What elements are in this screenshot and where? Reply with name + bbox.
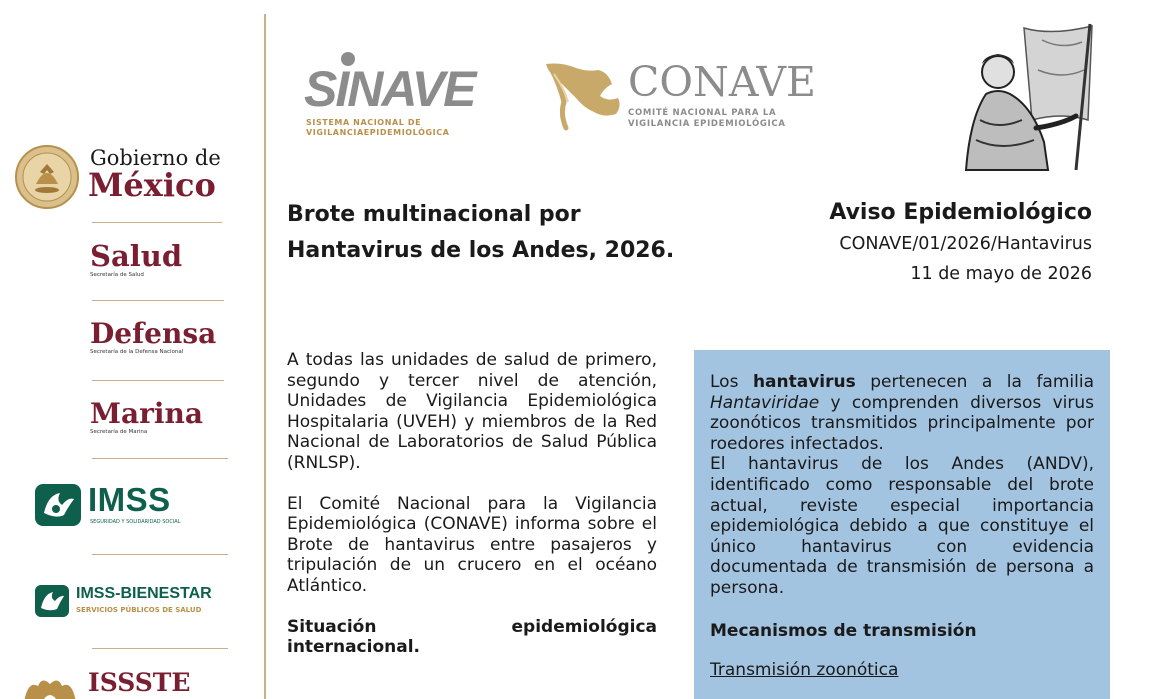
aviso-title: Aviso Epidemiológico bbox=[829, 200, 1092, 225]
main-text-column bbox=[287, 350, 657, 658]
text-fragment: pertenecen a la familia bbox=[855, 372, 1094, 392]
gobierno-line1: Gobierno de bbox=[90, 146, 221, 170]
defensa-name: Defensa bbox=[90, 317, 217, 350]
divider bbox=[92, 222, 222, 223]
divider bbox=[92, 300, 224, 301]
sinave-word: SINAVE bbox=[304, 61, 475, 117]
salud-sub: Secretaría de Salud bbox=[90, 272, 144, 278]
conave-sub-line2: VIGILANCIA EPIDEMIOLÓGICA bbox=[628, 119, 786, 129]
spacer bbox=[710, 599, 1094, 621]
mexican-seal-icon bbox=[14, 144, 80, 210]
title-line1: Brote multinacional por bbox=[287, 202, 581, 227]
title-line2: Hantavirus de los Andes, 2026. bbox=[287, 238, 675, 263]
sinave-subtitle bbox=[306, 118, 450, 138]
salud-logo bbox=[90, 239, 183, 278]
aviso-block bbox=[692, 197, 1092, 289]
imss-bienestar-name: IMSS-BIENESTAR bbox=[76, 585, 212, 602]
italic-term: Hantaviridae bbox=[710, 392, 820, 413]
bold-term: hantavirus bbox=[752, 372, 856, 392]
imss-name: IMSS bbox=[88, 481, 171, 518]
imss-bienestar-sub: SERVICIOS PÚBLICOS DE SALUD bbox=[76, 606, 202, 614]
imss-logo bbox=[34, 483, 194, 529]
mechanisms-heading: Mecanismos de transmisión bbox=[710, 620, 977, 641]
issste-eagle-icon bbox=[22, 674, 78, 699]
mexico-map-icon bbox=[542, 58, 626, 134]
divider bbox=[92, 458, 228, 459]
divider bbox=[92, 380, 224, 381]
gobierno-line2: México bbox=[88, 166, 216, 204]
vertical-divider bbox=[264, 14, 266, 699]
defensa-sub: Secretaría de la Defensa Nacional bbox=[90, 349, 184, 355]
imss-sub: SEGURIDAD Y SOLIDARIDAD SOCIAL bbox=[90, 519, 181, 525]
defensa-logo bbox=[90, 317, 217, 355]
info-paragraph-2: El hantavirus de los Andes (ANDV), identificado como responsable del brote actual, reviste especial importancia epidemiológica debido a que constituye el único hantavirus con evidencia documentada de transmisión de persona a persona. bbox=[710, 454, 1094, 598]
marina-sub: Secretaría de Marina bbox=[90, 429, 148, 435]
imss-bienestar-eagle-icon bbox=[34, 584, 70, 618]
marina-name: Marina bbox=[90, 397, 204, 430]
sinave-logo bbox=[304, 52, 504, 142]
text-fragment: Los bbox=[710, 372, 753, 392]
divider bbox=[92, 648, 228, 649]
imss-eagle-icon bbox=[34, 483, 82, 527]
hantavirus-info-box bbox=[694, 350, 1110, 699]
section-heading: Situación epidemiológica internacional. bbox=[287, 616, 657, 658]
imss-bienestar-logo bbox=[34, 584, 234, 620]
intro-paragraph: El Comité Nacional para la Vigilancia Epidemiológica (CONAVE) informa sobre el Brote de hantavirus entre pasajeros y tripulación de un crucero en el océano Atlántico. bbox=[287, 493, 657, 596]
zoonotic-subheading: Transmisión zoonótica bbox=[710, 660, 899, 681]
info-paragraph-1 bbox=[710, 372, 1094, 454]
aviso-date: 11 de mayo de 2026 bbox=[910, 264, 1092, 284]
sinave-sub-line2: VIGILANCIAEPIDEMIOLÓGICA bbox=[306, 128, 450, 137]
heroine-with-flag-icon bbox=[952, 20, 1102, 176]
conave-sub-line1: COMITÉ NACIONAL PARA LA bbox=[628, 108, 777, 118]
marina-logo bbox=[90, 397, 204, 435]
sinave-sub-line1: SISTEMA NACIONAL DE bbox=[306, 118, 422, 127]
gobierno-de-mexico-logo bbox=[14, 144, 230, 210]
conave-logo bbox=[542, 58, 832, 138]
issste-logo bbox=[22, 668, 222, 699]
addressee-paragraph: A todas las unidades de salud de primero, segundo y tercer nivel de atención, Unidades de Vigilancia Epidemiológica Hospitalaria (UVEH) y miembros de la Red Nacional de Laboratorios de Salud Pública (RNLSP). bbox=[287, 350, 657, 473]
text-fragment: y comprenden diversos virus zoonóticos transmitidos principalmente por roedores infectados. bbox=[710, 392, 1094, 454]
institution-sidebar bbox=[0, 0, 266, 699]
document-title bbox=[287, 197, 727, 269]
conave-subtitle bbox=[628, 108, 786, 130]
aviso-code: CONAVE/01/2026/Hantavirus bbox=[839, 234, 1092, 254]
issste-name: ISSSTE bbox=[88, 668, 191, 697]
salud-name: Salud bbox=[90, 239, 183, 273]
conave-word: CONAVE bbox=[628, 58, 816, 106]
divider bbox=[92, 554, 228, 555]
